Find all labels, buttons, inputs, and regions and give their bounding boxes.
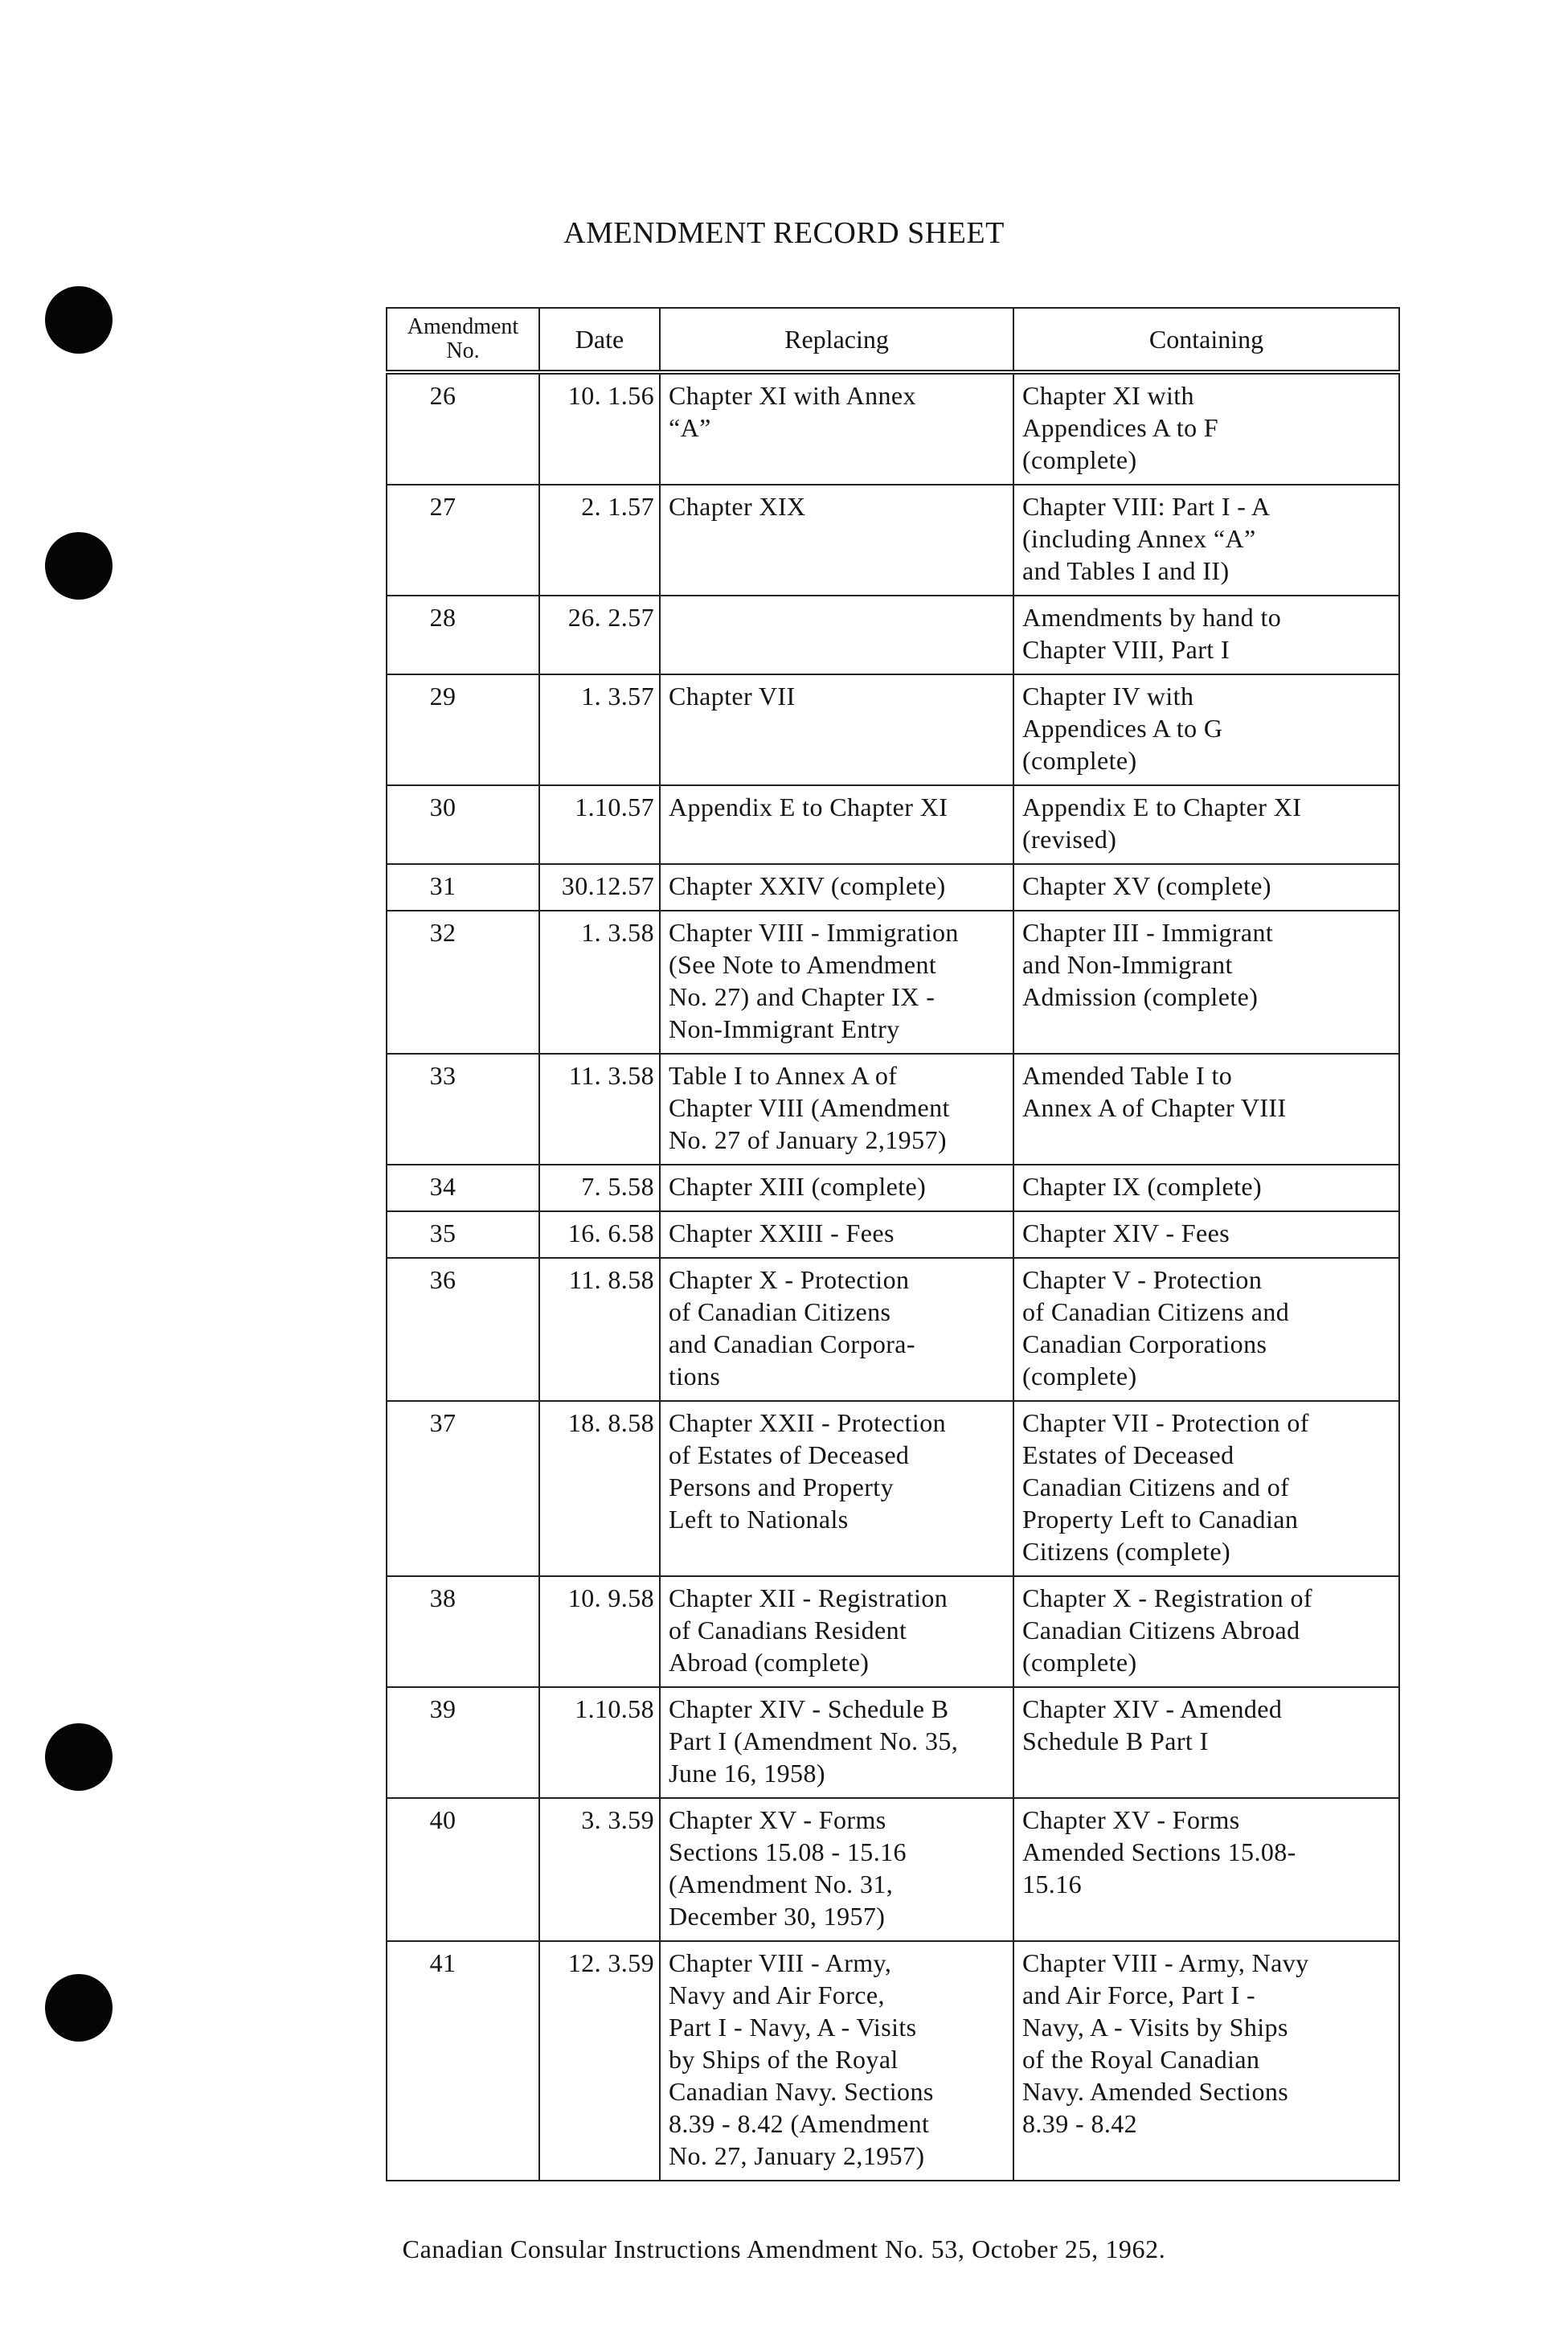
punch-hole (45, 1723, 113, 1791)
table-row (387, 1165, 1399, 1211)
cell-date: 1.10.58 (539, 1687, 660, 1798)
cell-date: 16. 6.58 (539, 1211, 660, 1258)
cell-replacing: Table I to Annex A of Chapter VIII (Amendment No. 27 of January 2,1957) (660, 1054, 1013, 1165)
cell-amendment-no: 37 (387, 1401, 539, 1576)
cell-containing: Chapter VII - Protection of Estates of Deceased Canadian Citizens and of Property Left to Canadian Citizens (complete) (1013, 1401, 1399, 1576)
cell-replacing: Chapter VII (660, 674, 1013, 785)
cell-replacing: Chapter X - Protection of Canadian Citizens and Canadian Corpora- tions (660, 1258, 1013, 1401)
cell-containing: Chapter XV - Forms Amended Sections 15.08- 15.16 (1013, 1798, 1399, 1941)
table-row (387, 485, 1399, 596)
cell-containing: Chapter XIV - Fees (1013, 1211, 1399, 1258)
table-row (387, 785, 1399, 864)
cell-containing: Chapter X - Registration of Canadian Citizens Abroad (complete) (1013, 1576, 1399, 1687)
cell-date: 1. 3.57 (539, 674, 660, 785)
header-date: Date (539, 308, 660, 372)
table-row (387, 1687, 1399, 1798)
cell-amendment-no: 29 (387, 674, 539, 785)
page-title: AMENDMENT RECORD SHEET (563, 216, 1005, 250)
cell-replacing: Chapter VIII - Army, Navy and Air Force, Part I - Navy, A - Visits by Ships of the Royal Canadian Navy. Sections 8.39 - 8.42 (Amendment No. 27, January 2,1957) (660, 1941, 1013, 2181)
cell-amendment-no: 28 (387, 596, 539, 674)
cell-containing: Appendix E to Chapter XI (revised) (1013, 785, 1399, 864)
cell-date: 1. 3.58 (539, 911, 660, 1054)
cell-amendment-no: 30 (387, 785, 539, 864)
cell-amendment-no: 32 (387, 911, 539, 1054)
table-row (387, 596, 1399, 674)
table-row (387, 372, 1399, 485)
cell-date: 18. 8.58 (539, 1401, 660, 1576)
cell-replacing: Chapter XIV - Schedule B Part I (Amendment No. 35, June 16, 1958) (660, 1687, 1013, 1798)
cell-replacing: Chapter XII - Registration of Canadians Resident Abroad (complete) (660, 1576, 1013, 1687)
cell-containing: Chapter IX (complete) (1013, 1165, 1399, 1211)
table-row (387, 1258, 1399, 1401)
cell-replacing: Chapter XI with Annex “A” (660, 372, 1013, 485)
cell-replacing: Chapter XV - Forms Sections 15.08 - 15.16 (Amendment No. 31, December 30, 1957) (660, 1798, 1013, 1941)
table-row (387, 1798, 1399, 1941)
table-row (387, 1941, 1399, 2181)
punch-hole (45, 532, 113, 600)
cell-amendment-no: 34 (387, 1165, 539, 1211)
cell-date: 26. 2.57 (539, 596, 660, 674)
cell-containing: Chapter XI with Appendices A to F (complete) (1013, 372, 1399, 485)
cell-amendment-no: 35 (387, 1211, 539, 1258)
cell-containing: Chapter VIII - Army, Navy and Air Force, Part I - Navy, A - Visits by Ships of the Royal Canadian Navy. Amended Sections 8.39 - 8.42 (1013, 1941, 1399, 2181)
cell-replacing: Chapter XXIV (complete) (660, 864, 1013, 911)
cell-date: 30.12.57 (539, 864, 660, 911)
punch-hole (45, 1974, 113, 2042)
cell-containing: Amended Table I to Annex A of Chapter VIII (1013, 1054, 1399, 1165)
header-amendment-no: Amendment No. (387, 308, 539, 372)
cell-date: 3. 3.59 (539, 1798, 660, 1941)
table-row (387, 1401, 1399, 1576)
cell-containing: Chapter XIV - Amended Schedule B Part I (1013, 1687, 1399, 1798)
cell-replacing: Chapter XXII - Protection of Estates of Deceased Persons and Property Left to Nationals (660, 1401, 1013, 1576)
table-row (387, 1054, 1399, 1165)
table-row (387, 864, 1399, 911)
cell-amendment-no: 36 (387, 1258, 539, 1401)
cell-containing: Amendments by hand to Chapter VIII, Part I (1013, 596, 1399, 674)
table-row (387, 674, 1399, 785)
table-row (387, 911, 1399, 1054)
cell-amendment-no: 27 (387, 485, 539, 596)
cell-amendment-no: 39 (387, 1687, 539, 1798)
cell-containing: Chapter III - Immigrant and Non-Immigrant Admission (complete) (1013, 911, 1399, 1054)
cell-amendment-no: 33 (387, 1054, 539, 1165)
cell-amendment-no: 26 (387, 372, 539, 485)
cell-replacing: Chapter XIII (complete) (660, 1165, 1013, 1211)
punch-hole (45, 286, 113, 354)
cell-containing: Chapter VIII: Part I - A (including Annex “A” and Tables I and II) (1013, 485, 1399, 596)
page-footer: Canadian Consular Instructions Amendment No. 53, October 25, 1962. (402, 2234, 1166, 2263)
table-header (387, 308, 1399, 372)
cell-replacing: Chapter XXIII - Fees (660, 1211, 1013, 1258)
table-header-row (387, 308, 1399, 372)
cell-containing: Chapter IV with Appendices A to G (complete) (1013, 674, 1399, 785)
cell-replacing: Chapter XIX (660, 485, 1013, 596)
cell-replacing: Chapter VIII - Immigration (See Note to Amendment No. 27) and Chapter IX - Non-Immigrant Entry (660, 911, 1013, 1054)
cell-date: 11. 3.58 (539, 1054, 660, 1165)
amendment-record-table (386, 307, 1400, 2181)
cell-date: 1.10.57 (539, 785, 660, 864)
cell-date: 12. 3.59 (539, 1941, 660, 2181)
cell-containing: Chapter XV (complete) (1013, 864, 1399, 911)
cell-date: 2. 1.57 (539, 485, 660, 596)
table-body (387, 372, 1399, 2181)
cell-amendment-no: 31 (387, 864, 539, 911)
table-row (387, 1211, 1399, 1258)
cell-date: 11. 8.58 (539, 1258, 660, 1401)
cell-amendment-no: 40 (387, 1798, 539, 1941)
cell-date: 7. 5.58 (539, 1165, 660, 1211)
cell-amendment-no: 38 (387, 1576, 539, 1687)
cell-containing: Chapter V - Protection of Canadian Citizens and Canadian Corporations (complete) (1013, 1258, 1399, 1401)
header-containing: Containing (1013, 308, 1399, 372)
cell-date: 10. 1.56 (539, 372, 660, 485)
cell-replacing: Appendix E to Chapter XI (660, 785, 1013, 864)
cell-amendment-no: 41 (387, 1941, 539, 2181)
cell-date: 10. 9.58 (539, 1576, 660, 1687)
cell-replacing (660, 596, 1013, 674)
table-row (387, 1576, 1399, 1687)
header-replacing: Replacing (660, 308, 1013, 372)
